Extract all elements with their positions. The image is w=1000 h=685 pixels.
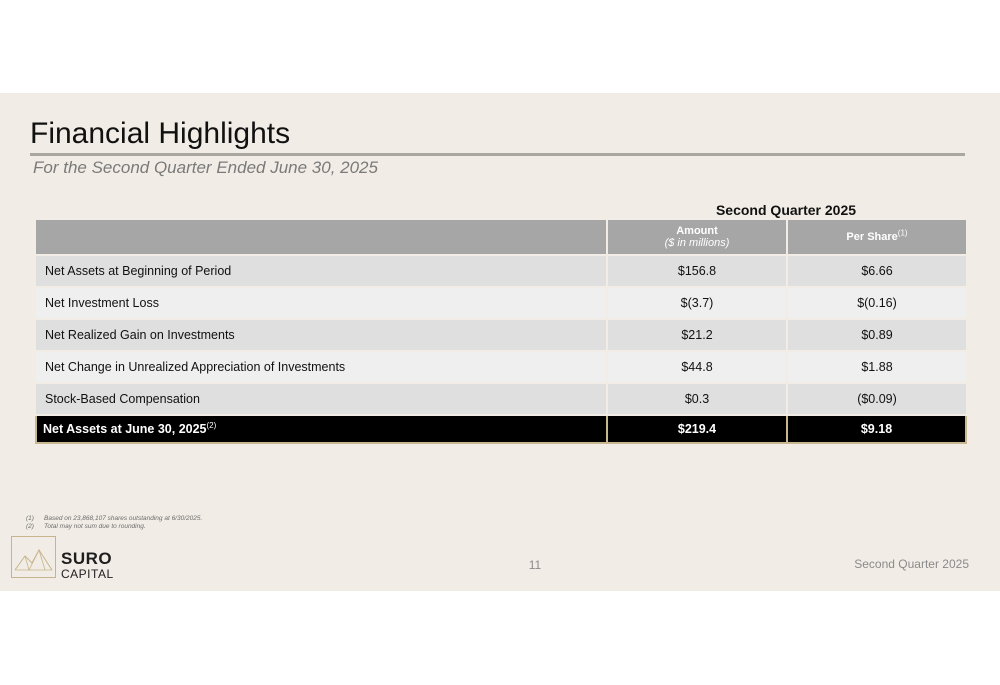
total-per-share: $9.18 (787, 415, 966, 443)
footnote-item (26, 523, 202, 531)
footnote-text: Based on 23,868,107 shares outstanding at 6/30/2025. (44, 515, 203, 522)
row-label: Net Change in Unrealized Appreciation of Investments (36, 351, 607, 383)
row-amount: $0.3 (607, 383, 787, 415)
page-number: 11 (528, 558, 542, 572)
footnote-number: (1) (26, 515, 34, 522)
row-label: Stock-Based Compensation (36, 383, 607, 415)
table-row (36, 255, 966, 287)
financial-highlights-table (35, 220, 967, 444)
title-divider (30, 153, 965, 156)
slide-title: Financial Highlights (30, 117, 291, 150)
row-amount: $44.8 (607, 351, 787, 383)
row-amount: $156.8 (607, 255, 787, 287)
footnote-ref-2: (2) (206, 420, 217, 430)
footer-period-label: Second Quarter 2025 (854, 557, 969, 571)
row-label: Net Assets at Beginning of Period (36, 255, 607, 287)
header-per-share (787, 220, 966, 255)
row-label: Net Realized Gain on Investments (36, 319, 607, 351)
logo-text-suro: SURO (61, 549, 113, 568)
period-header: Second Quarter 2025 (715, 202, 857, 218)
row-amount: $(3.7) (607, 287, 787, 319)
footnote-number: (2) (26, 523, 34, 530)
header-amount-label: Amount (676, 225, 718, 237)
row-per-share: ($0.09) (787, 383, 966, 415)
footnote-item (26, 515, 202, 523)
table-row (36, 319, 966, 351)
row-per-share: $1.88 (787, 351, 966, 383)
footnotes (26, 515, 202, 531)
footnote-ref-1: (1) (897, 228, 908, 238)
table-row (36, 287, 966, 319)
header-amount (607, 220, 787, 255)
row-per-share: $0.89 (787, 319, 966, 351)
table-row (36, 351, 966, 383)
row-per-share: $(0.16) (787, 287, 966, 319)
header-amount-unit: ($ in millions) (664, 237, 730, 249)
total-label: Net Assets at June 30, 2025 (43, 422, 207, 436)
total-row (36, 415, 966, 443)
header-per-share-label: Per Share (846, 231, 898, 243)
total-amount: $219.4 (607, 415, 787, 443)
logo-text-capital: CAPITAL (61, 567, 114, 581)
footnote-text: Total may not sum due to rounding. (44, 523, 146, 530)
row-amount: $21.2 (607, 319, 787, 351)
table-header-row (36, 220, 966, 255)
slide (0, 93, 1000, 591)
row-per-share: $6.66 (787, 255, 966, 287)
table-row (36, 383, 966, 415)
row-label: Net Investment Loss (36, 287, 607, 319)
total-label-cell (36, 415, 607, 443)
header-label-cell (36, 220, 607, 255)
slide-subtitle: For the Second Quarter Ended June 30, 2025 (33, 158, 378, 177)
